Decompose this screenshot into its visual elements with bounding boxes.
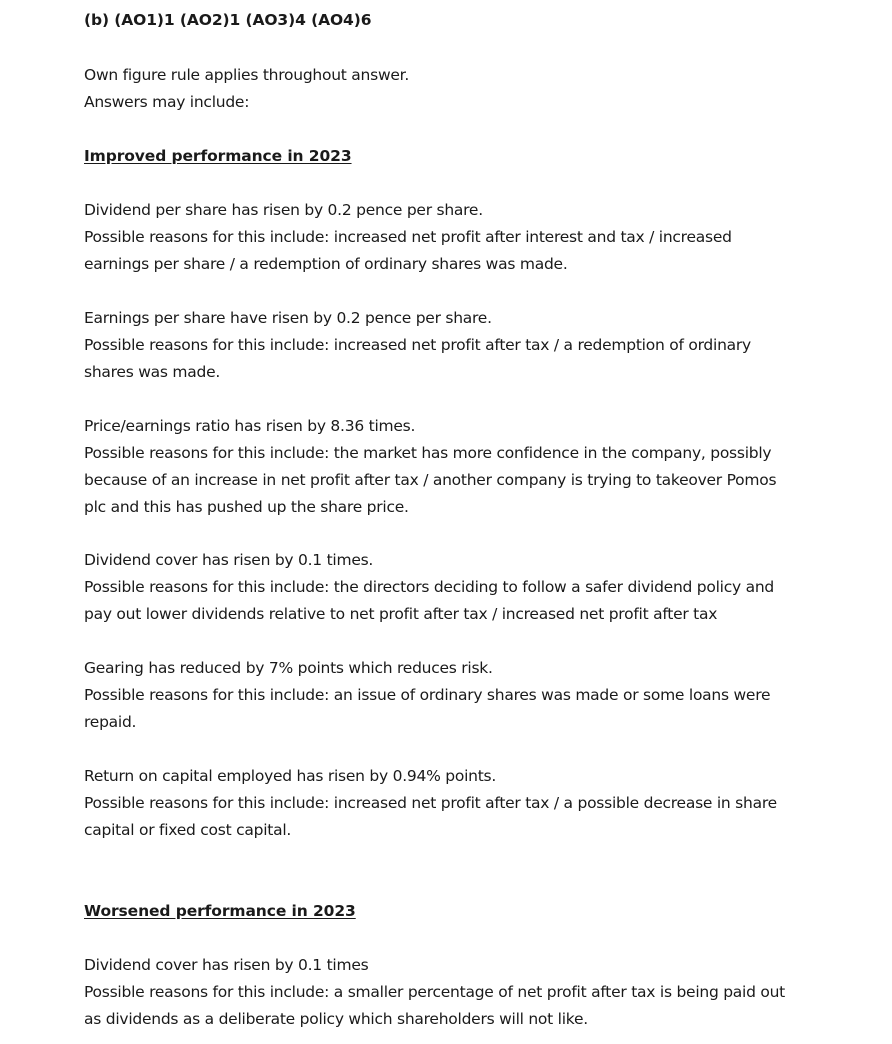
point-line: shares was made. xyxy=(84,363,221,381)
improved-point-gearing xyxy=(84,655,814,736)
worsened-point-dividend-cover xyxy=(84,952,814,1033)
point-line: Possible reasons for this include: the directors deciding to follow a safer dividend policy and xyxy=(84,578,774,596)
point-line: Price/earnings ratio has risen by 8.36 times. xyxy=(84,417,416,435)
point-line: Dividend cover has risen by 0.1 times xyxy=(84,956,369,974)
point-line: Possible reasons for this include: increased net profit after interest and tax / increased xyxy=(84,228,732,246)
point-line: Dividend cover has risen by 0.1 times. xyxy=(84,551,374,569)
improved-performance-title: Improved performance in 2023 xyxy=(84,147,352,165)
point-line: Possible reasons for this include: increased net profit after tax / a possible decrease in share xyxy=(84,794,777,812)
point-line: capital or fixed cost capital. xyxy=(84,821,292,839)
point-line: Return on capital employed has risen by 0.94% points. xyxy=(84,767,497,785)
improved-point-roce xyxy=(84,763,814,844)
point-line: because of an increase in net profit after tax / another company is trying to takeover Pomos xyxy=(84,471,777,489)
point-line: Possible reasons for this include: increased net profit after tax / a redemption of ordinary xyxy=(84,336,751,354)
point-line: plc and this has pushed up the share price. xyxy=(84,498,409,516)
improved-point-earnings-per-share xyxy=(84,305,814,386)
point-line: Possible reasons for this include: the market has more confidence in the company, possibly xyxy=(84,444,772,462)
worsened-performance-title: Worsened performance in 2023 xyxy=(84,902,356,920)
point-line: earnings per share / a redemption of ordinary shares was made. xyxy=(84,255,568,273)
point-line: as dividends as a deliberate policy which shareholders will not like. xyxy=(84,1010,588,1028)
point-line: Earnings per share have risen by 0.2 pence per share. xyxy=(84,309,492,327)
intro-line: Own figure rule applies throughout answer. xyxy=(84,66,410,84)
improved-point-price-earnings xyxy=(84,413,814,521)
point-line: Possible reasons for this include: a smaller percentage of net profit after tax is being paid out xyxy=(84,983,786,1001)
improved-point-dividend-cover xyxy=(84,547,814,628)
intro-paragraph xyxy=(84,62,814,116)
intro-line: Answers may include: xyxy=(84,93,250,111)
point-line: Dividend per share has risen by 0.2 pence per share. xyxy=(84,201,483,219)
point-line: repaid. xyxy=(84,713,137,731)
point-line: pay out lower dividends relative to net profit after tax / increased net profit after tax xyxy=(84,605,718,623)
point-line: Gearing has reduced by 7% points which reduces risk. xyxy=(84,659,493,677)
improved-point-dividend-per-share xyxy=(84,197,814,278)
question-label: (b) (AO1)1 (AO2)1 (AO3)4 (AO4)6 xyxy=(84,11,372,29)
point-line: Possible reasons for this include: an issue of ordinary shares was made or some loans were xyxy=(84,686,771,704)
